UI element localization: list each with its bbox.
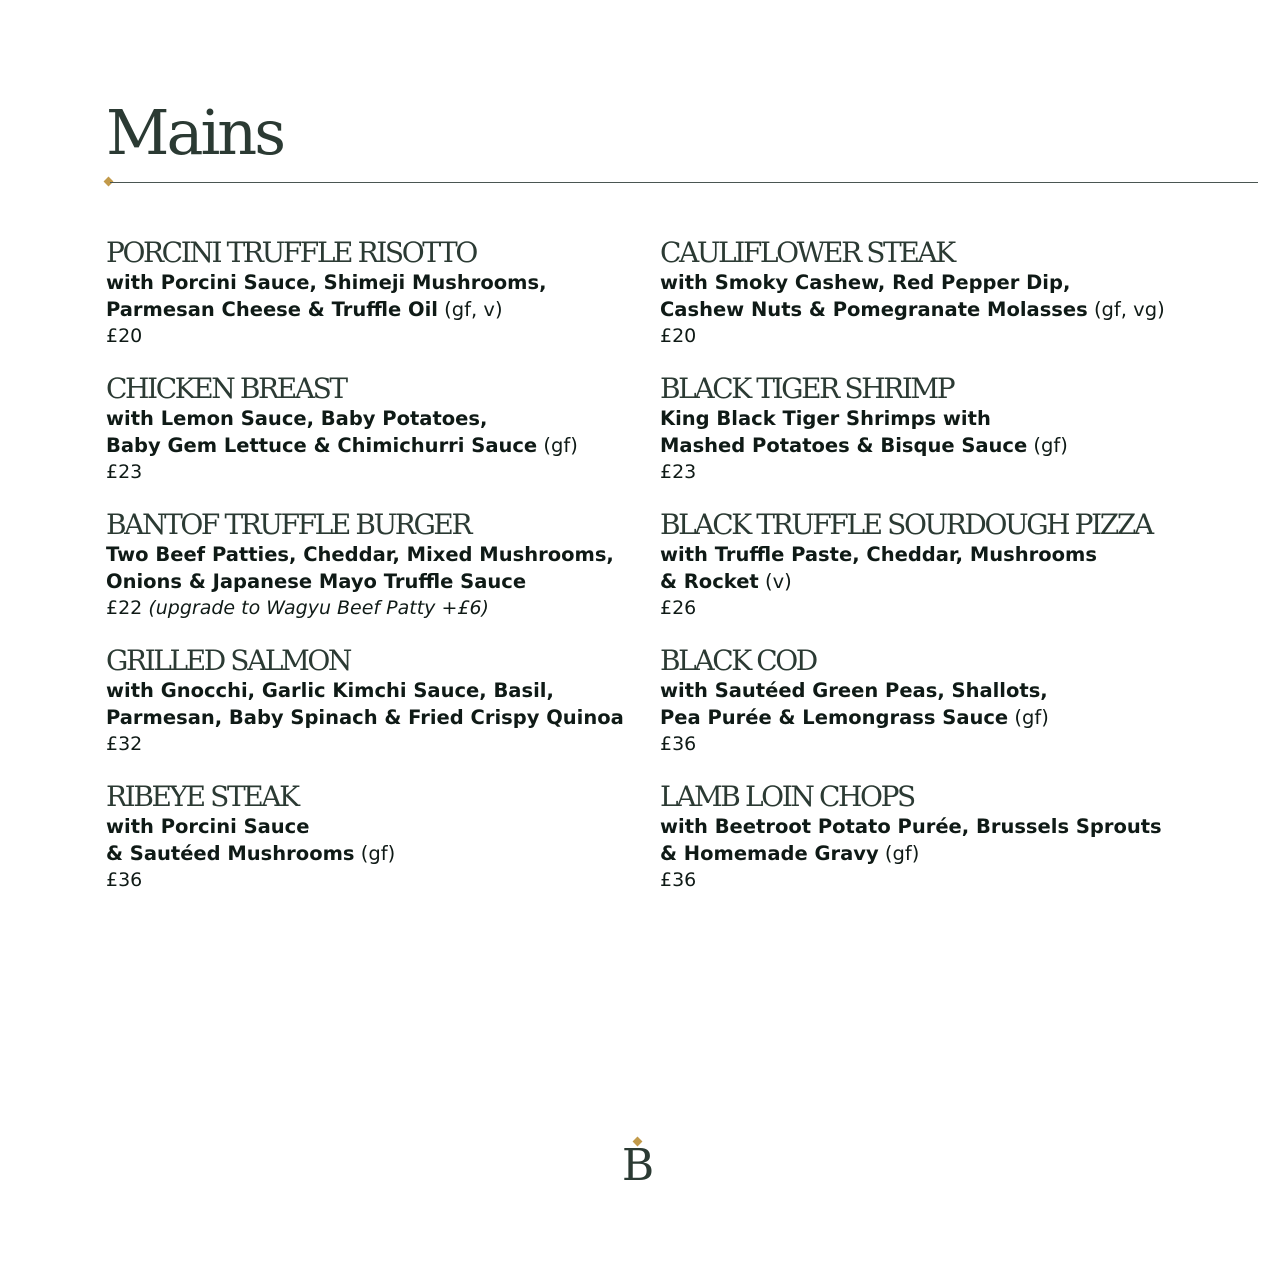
item-description-line-2: Pea Purée & Lemongrass Sauce (gf) bbox=[660, 705, 1049, 729]
item-description-line-2: & Sautéed Mushrooms (gf) bbox=[106, 841, 396, 865]
item-description-line-1: with Gnocchi, Garlic Kimchi Sauce, Basil, bbox=[106, 679, 554, 702]
diet-tags: (gf) bbox=[360, 841, 396, 865]
item-price: £36 bbox=[106, 869, 143, 891]
item-price: £32 bbox=[106, 733, 143, 755]
item-name: LAMB LOIN CHOPS bbox=[660, 780, 914, 813]
item-description-line-2: & Homemade Gravy (gf) bbox=[660, 841, 920, 865]
item-description-line-1: King Black Tiger Shrimps with bbox=[660, 407, 991, 430]
item-name: BANTOF TRUFFLE BURGER bbox=[106, 508, 471, 541]
diet-tags: (gf, v) bbox=[444, 297, 503, 321]
diet-tags: (gf) bbox=[543, 433, 578, 457]
item-description-line-1: with Porcini Sauce bbox=[106, 815, 310, 838]
menu-item-ribeye-steak bbox=[106, 780, 666, 916]
item-description-line-2: Baby Gem Lettuce & Chimichurri Sauce (gf) bbox=[106, 433, 578, 457]
menu-item-cauliflower-steak bbox=[660, 236, 1220, 372]
menu-item-black-cod bbox=[660, 644, 1220, 780]
price-upgrade-note: (upgrade to Wagyu Beef Patty +£6) bbox=[148, 597, 489, 619]
item-price: £26 bbox=[660, 597, 697, 619]
diet-tags: (gf) bbox=[1014, 705, 1049, 729]
item-price: £36 bbox=[660, 869, 697, 891]
menu-item-black-tiger-shrimp bbox=[660, 372, 1220, 508]
item-name: BLACK COD bbox=[660, 644, 816, 677]
item-name: CAULIFLOWER STEAK bbox=[660, 236, 954, 269]
diet-tags: (gf) bbox=[1033, 433, 1068, 457]
item-price: £23 bbox=[660, 461, 697, 483]
item-description-line-2: Parmesan, Baby Spinach & Fried Crispy Quinoa bbox=[106, 705, 624, 729]
menu-item-chicken-breast bbox=[106, 372, 666, 508]
item-description-line-2: Mashed Potatoes & Bisque Sauce (gf) bbox=[660, 433, 1068, 457]
item-price: £22 (upgrade to Wagyu Beef Patty +£6) bbox=[106, 597, 489, 619]
logo-letter: B bbox=[621, 1140, 655, 1191]
item-description-line-2: Parmesan Cheese & Truffle Oil (gf, v) bbox=[106, 297, 503, 321]
item-name: BLACK TIGER SHRIMP bbox=[660, 372, 954, 405]
menu-item-lamb-loin-chops bbox=[660, 780, 1220, 916]
item-description-line-1: with Porcini Sauce, Shimeji Mushrooms, bbox=[106, 271, 547, 294]
item-description-line-2: Onions & Japanese Mayo Truffle Sauce bbox=[106, 569, 527, 593]
menu-item-porcini-truffle-risotto bbox=[106, 236, 666, 372]
diet-tags: (gf, vg) bbox=[1093, 297, 1165, 321]
page-title: Mains bbox=[106, 96, 284, 169]
item-name: GRILLED SALMON bbox=[106, 644, 351, 677]
item-description-line-1: Two Beef Patties, Cheddar, Mixed Mushrooms, bbox=[106, 543, 614, 566]
item-price: £23 bbox=[106, 461, 143, 483]
diet-tags: (v) bbox=[764, 569, 792, 593]
item-description-line-2: & Rocket (v) bbox=[660, 569, 792, 593]
item-description-line-1: with Truffle Paste, Cheddar, Mushrooms bbox=[660, 543, 1097, 566]
item-description-line-1: with Beetroot Potato Purée, Brussels Sprouts bbox=[660, 815, 1162, 838]
item-price: £20 bbox=[660, 325, 697, 347]
item-name: PORCINI TRUFFLE RISOTTO bbox=[106, 236, 476, 269]
item-price: £20 bbox=[106, 325, 143, 347]
item-name: CHICKEN BREAST bbox=[106, 372, 346, 405]
menu-item-black-truffle-sourdough-pizza bbox=[660, 508, 1220, 644]
diet-tags: (gf) bbox=[884, 841, 920, 865]
item-name: BLACK TRUFFLE SOURDOUGH PIZZA bbox=[660, 508, 1152, 541]
menu-item-bantof-truffle-burger bbox=[106, 508, 666, 644]
item-description-line-2: Cashew Nuts & Pomegranate Molasses (gf, vg) bbox=[660, 297, 1165, 321]
item-description-line-1: with Lemon Sauce, Baby Potatoes, bbox=[106, 407, 488, 430]
item-description-line-1: with Sautéed Green Peas, Shallots, bbox=[660, 679, 1048, 702]
title-divider bbox=[110, 182, 1258, 183]
item-name: RIBEYE STEAK bbox=[106, 780, 298, 813]
brand-logo bbox=[612, 1134, 664, 1194]
menu-column-right bbox=[660, 236, 1220, 916]
item-description-line-1: with Smoky Cashew, Red Pepper Dip, bbox=[660, 271, 1071, 294]
item-price: £36 bbox=[660, 733, 697, 755]
menu-column-left bbox=[106, 236, 666, 916]
menu-item-grilled-salmon bbox=[106, 644, 666, 780]
